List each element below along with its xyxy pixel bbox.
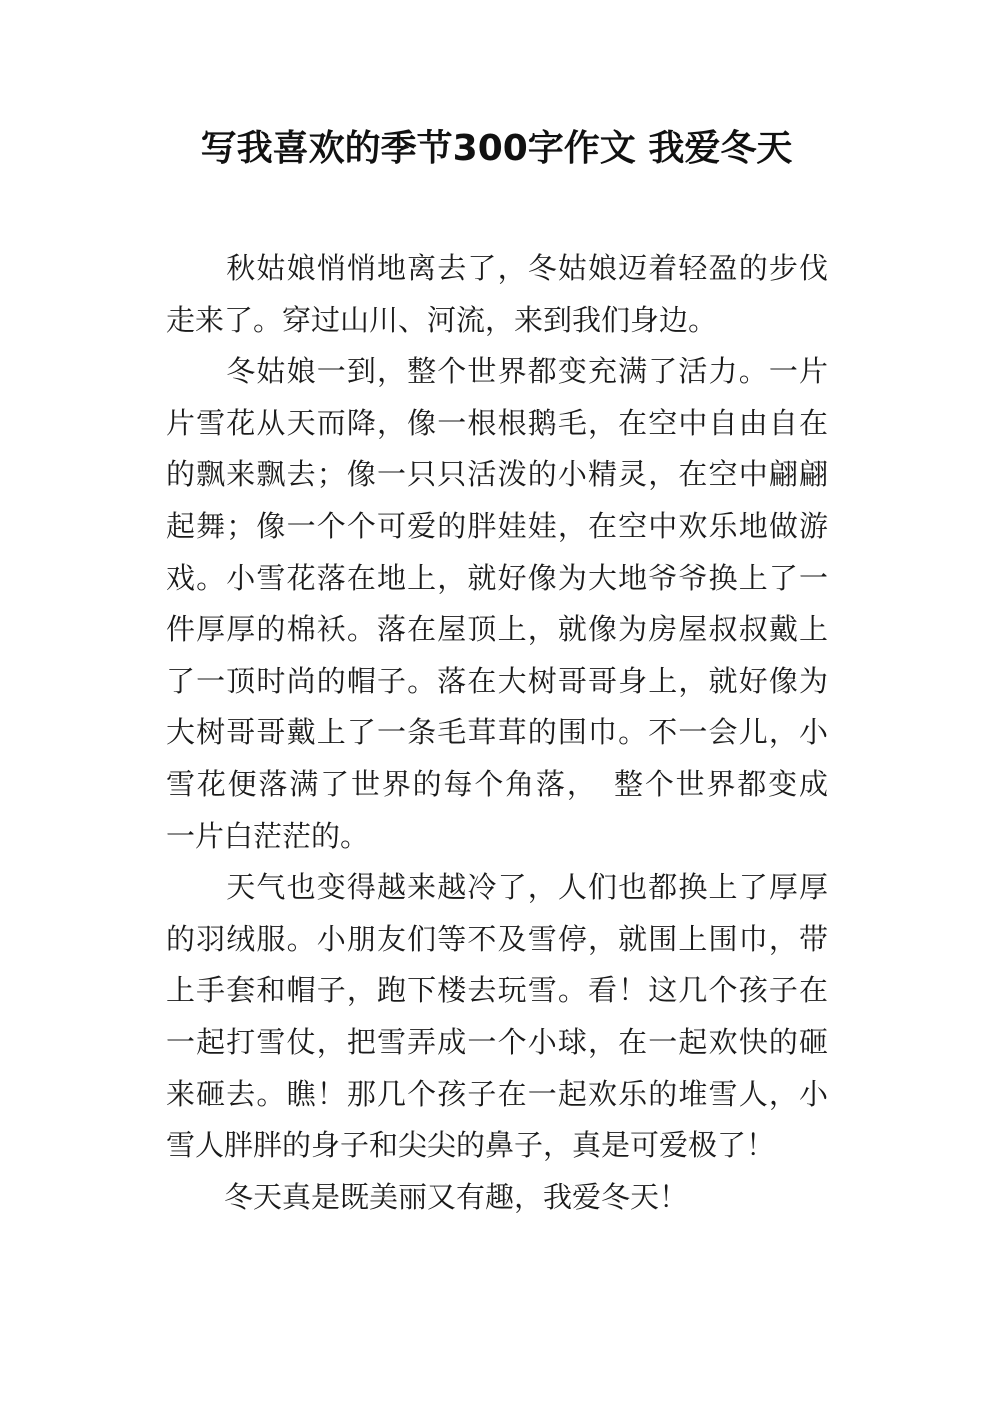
text-line: 雪花便落满了世界的每个角落， 整个世界都变成 (166, 766, 828, 801)
text-line: 雪人胖胖的身子和尖尖的鼻子，真是可爱极了！ (166, 1128, 776, 1163)
text-line: 的飘来飘去；像一只只活泼的小精灵，在空中翩翩 (166, 457, 828, 492)
text-line: 一片白茫茫的。 (166, 818, 370, 853)
paragraph-4 (166, 1172, 828, 1224)
text-line: 一起打雪仗，把雪弄成一个小球，在一起欢快的砸 (166, 1024, 828, 1059)
document-body (166, 243, 828, 1223)
text-line: 冬天真是既美丽又有趣，我爱冬天！ (166, 1179, 689, 1214)
text-line: 冬姑娘一到，整个世界都变充满了活力。一片 (166, 354, 828, 389)
paragraph-3 (166, 862, 828, 1172)
text-line: 天气也变得越来越冷了，人们也都换上了厚厚 (166, 870, 828, 905)
text-line: 上手套和帽子，跑下楼去玩雪。看！这几个孩子在 (166, 973, 828, 1008)
text-line: 片雪花从天而降，像一根根鹅毛，在空中自由自在 (166, 405, 828, 440)
paragraph-1 (166, 243, 828, 346)
text-line: 的羽绒服。小朋友们等不及雪停，就围上围巾，带 (166, 921, 828, 956)
text-line: 走来了。穿过山川、河流，来到我们身边。 (166, 302, 718, 337)
text-line: 来砸去。瞧！那几个孩子在一起欢乐的堆雪人，小 (166, 1076, 828, 1111)
text-line: 大树哥哥戴上了一条毛茸茸的围巾。不一会儿，小 (166, 715, 828, 750)
paragraph-2 (166, 346, 828, 862)
document-title: 写我喜欢的季节300字作文 我爱冬天 (200, 128, 793, 169)
text-line: 了一顶时尚的帽子。落在大树哥哥身上，就好像为 (166, 663, 828, 698)
text-line: 起舞；像一个个可爱的胖娃娃，在空中欢乐地做游 (166, 508, 828, 543)
text-line: 秋姑娘悄悄地离去了，冬姑娘迈着轻盈的步伐 (166, 251, 828, 285)
text-line: 戏。小雪花落在地上，就好像为大地爷爷换上了一 (166, 560, 828, 595)
text-line: 件厚厚的棉袄。落在屋顶上，就像为房屋叔叔戴上 (166, 612, 828, 647)
